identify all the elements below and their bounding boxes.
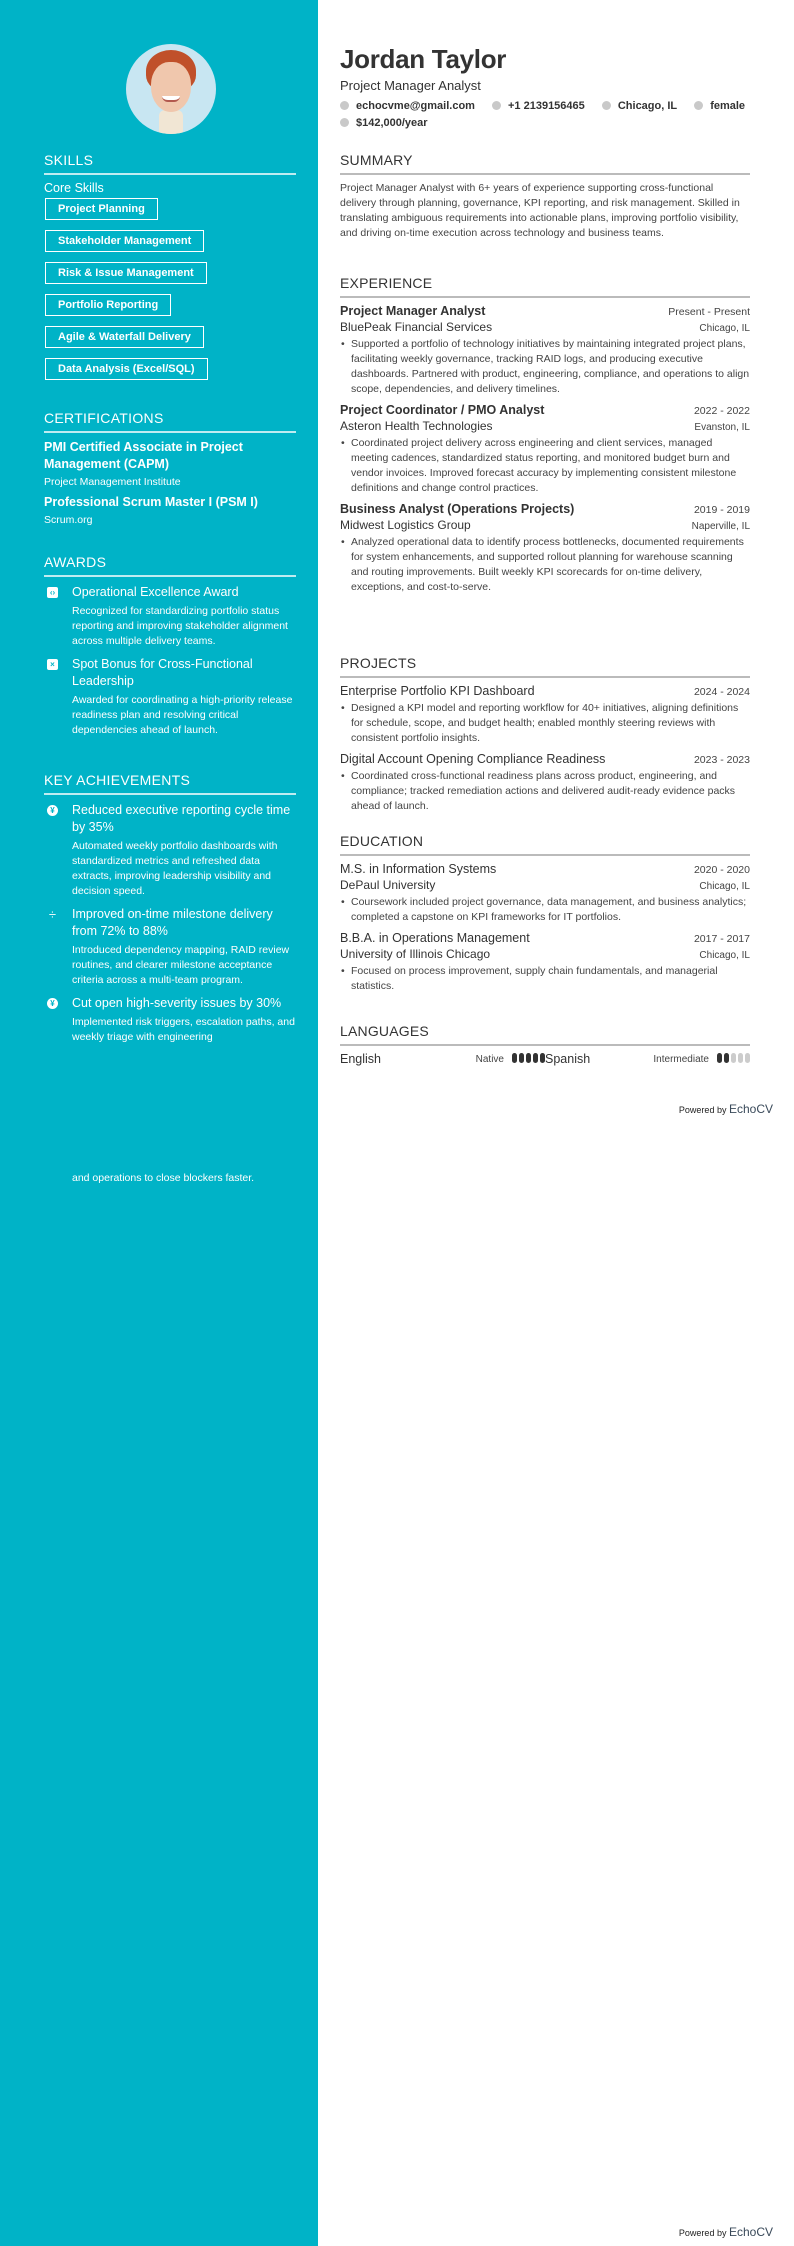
achievement-item <box>44 802 296 899</box>
summary-text: Project Manager Analyst with 6+ years of experience supporting cross-functional delivery through planning, governance, KPI reporting, and risk management. Skilled in translating ambiguous requirements into actionable plans, improving portfolio visibility, and driving on-time execution across technology and business teams. <box>340 182 740 239</box>
job-bullet: • Coordinated project delivery across engineering and client services, managed meeting cadences, standardized status reporting, and monitored budget burn and vendor invoices. Improved forecast accuracy by implementing consistent milestone definitions and change control practices. <box>340 436 750 496</box>
achievement-title: Reduced executive reporting cycle time by 35% <box>72 803 291 834</box>
project-bullet: • Coordinated cross-functional readiness plans across product, engineering, and compliance; tracked remediation actions and delivered audit-ready evidence packs ahead of launch. <box>340 769 750 814</box>
project-entry <box>340 752 750 814</box>
section-title: CERTIFICATIONS <box>44 410 296 433</box>
project-entry <box>340 684 750 746</box>
candidate-name: Jordan Taylor <box>340 44 507 74</box>
projects-section <box>340 655 750 814</box>
project-dates: 2024 - 2024 <box>693 686 750 698</box>
award-item <box>44 584 296 649</box>
award-title: Spot Bonus for Cross-Functional Leadership <box>72 657 253 688</box>
skill-chip: Agile & Waterfall Delivery <box>45 326 204 348</box>
language-name: Spanish <box>545 1052 591 1066</box>
education-dates: 2017 - 2017 <box>693 933 750 945</box>
education-bullet: • Focused on process improvement, supply chain fundamentals, and managerial statistics. <box>340 964 750 994</box>
skill-group-label: Core Skills <box>44 181 104 195</box>
award-item <box>44 656 296 738</box>
candidate-title: Project Manager Analyst <box>340 78 481 93</box>
achievement-title: Cut open high-severity issues by 30% <box>72 996 282 1010</box>
project-name: Enterprise Portfolio KPI Dashboard <box>340 684 535 698</box>
achievement-description: Introduced dependency mapping, RAID review routines, and clearer milestone acceptance criteria across a multi-team program. <box>72 944 290 986</box>
contact-list <box>340 98 770 132</box>
section-title: SUMMARY <box>340 152 750 175</box>
language-name: English <box>340 1052 381 1066</box>
company: Midwest Logistics Group <box>340 518 471 532</box>
languages-section <box>340 1023 750 1066</box>
sidebar <box>0 0 318 2246</box>
section-title: PROJECTS <box>340 655 750 678</box>
job-dates: Present - Present <box>668 306 750 318</box>
experience-entry <box>340 403 750 496</box>
contact-location: Chicago, IL <box>602 98 677 115</box>
award-description: Awarded for coordinating a high-priority release readiness plan and resolving critical dependencies ahead of launch. <box>72 694 293 736</box>
section-title: EDUCATION <box>340 833 750 856</box>
achievement-description-overflow: and operations to close blockers faster. <box>72 1172 255 1184</box>
avatar <box>126 44 216 134</box>
skills-section <box>44 152 296 390</box>
job-title: Project Manager Analyst <box>340 304 486 318</box>
location-icon <box>602 101 611 110</box>
school-location: Chicago, IL <box>699 950 750 961</box>
phone-icon <box>492 101 501 110</box>
job-title: Project Coordinator / PMO Analyst <box>340 403 545 417</box>
education-bullet: • Coursework included project governance, data management, and business analytics; completed a capstone on KPI frameworks for IT portfolios. <box>340 895 750 925</box>
school-location: Chicago, IL <box>699 881 750 892</box>
achievement-description: Implemented risk triggers, escalation paths, and weekly triage with engineering <box>72 1016 295 1043</box>
education-entry <box>340 931 750 994</box>
section-title: KEY ACHIEVEMENTS <box>44 772 296 795</box>
education-dates: 2020 - 2020 <box>693 864 750 876</box>
profile-header <box>340 44 770 132</box>
job-dates: 2019 - 2019 <box>693 504 750 516</box>
skill-chip: Risk & Issue Management <box>45 262 207 284</box>
proficiency-dots <box>715 1052 750 1066</box>
yen-coin-icon: ¥ <box>47 998 58 1009</box>
code-badge-icon: ‹› <box>47 587 58 598</box>
award-title: Operational Excellence Award <box>72 585 239 599</box>
brand-link[interactable]: EchoCV <box>728 1102 773 1116</box>
proficiency-dots <box>510 1052 545 1066</box>
section-title: EXPERIENCE <box>340 275 750 298</box>
divide-icon: ÷ <box>48 907 57 922</box>
job-location: Chicago, IL <box>699 323 750 334</box>
certifications-section <box>44 410 296 526</box>
achievement-item <box>44 906 296 988</box>
contact-phone: +1 2139156465 <box>492 98 585 115</box>
language-level: Intermediate <box>653 1053 709 1065</box>
education-section <box>340 833 750 994</box>
language-level: Native <box>475 1053 504 1065</box>
awards-section <box>44 554 296 738</box>
skill-chip: Portfolio Reporting <box>45 294 171 316</box>
school: DePaul University <box>340 878 436 892</box>
certification-issuer: Scrum.org <box>44 514 93 526</box>
experience-entry <box>340 502 750 595</box>
experience-entry <box>340 304 750 397</box>
section-title: AWARDS <box>44 554 296 577</box>
company: BluePeak Financial Services <box>340 320 493 334</box>
job-bullet: • Analyzed operational data to identify process bottlenecks, documented requirements for system enhancements, and supported rollout planning for warehouse scanning and routing improvements. Built weekly KPI scorecards for on-time delivery, exceptions, and cost-to-serve. <box>340 535 750 595</box>
achievements-section <box>44 772 296 1045</box>
contact-email: echocvme@gmail.com <box>340 98 475 115</box>
yen-coin-icon: ¥ <box>47 805 58 816</box>
project-dates: 2023 - 2023 <box>693 754 750 766</box>
job-location: Naperville, IL <box>691 521 750 532</box>
project-name: Digital Account Opening Compliance Readiness <box>340 752 606 766</box>
salary-icon <box>340 118 349 127</box>
achievement-item <box>44 995 296 1045</box>
job-title: Business Analyst (Operations Projects) <box>340 502 575 516</box>
section-title: LANGUAGES <box>340 1023 750 1046</box>
job-location: Evanston, IL <box>694 422 750 433</box>
language-item <box>340 1052 545 1066</box>
experience-section <box>340 275 750 595</box>
section-title: SKILLS <box>44 152 296 175</box>
powered-by-footer: Powered by EchoCV <box>678 2225 773 2239</box>
archive-box-icon: × <box>47 659 58 670</box>
certification-name: PMI Certified Associate in Project Management (CAPM) <box>44 440 243 471</box>
project-bullet: • Designed a KPI model and reporting workflow for 40+ initiatives, aligning definitions for schedule, scope, and budget health; enabled monthly steering reviews with consistent portfolio insights. <box>340 701 750 746</box>
contact-gender: female <box>694 98 745 115</box>
language-item <box>545 1052 750 1066</box>
company: Asteron Health Technologies <box>340 419 493 433</box>
award-description: Recognized for standardizing portfolio status reporting and improving stakeholder alignment across multiple delivery teams. <box>72 605 288 647</box>
person-icon <box>694 101 703 110</box>
job-dates: 2022 - 2022 <box>693 405 750 417</box>
summary-section <box>340 152 750 241</box>
email-icon <box>340 101 349 110</box>
skill-chip: Stakeholder Management <box>45 230 204 252</box>
skill-chip: Data Analysis (Excel/SQL) <box>45 358 208 380</box>
achievement-description: Automated weekly portfolio dashboards with standardized metrics and refreshed data extracts, improving leadership visibility and decision speed. <box>72 840 278 897</box>
education-entry <box>340 862 750 925</box>
school: University of Illinois Chicago <box>340 947 491 961</box>
certification-issuer: Project Management Institute <box>44 476 181 488</box>
degree: B.B.A. in Operations Management <box>340 931 530 945</box>
contact-salary: $142,000/year <box>340 115 428 132</box>
certification-name: Professional Scrum Master I (PSM I) <box>44 495 258 509</box>
degree: M.S. in Information Systems <box>340 862 497 876</box>
job-bullet: • Supported a portfolio of technology initiatives by maintaining integrated project plans, facilitating weekly governance, tracking RAID logs, and producing executive dashboards. Partnered with product, engineering, compliance, and operations to align scope, dependencies, and delivery timelines. <box>340 337 750 397</box>
powered-by-footer: Powered by EchoCV <box>678 1102 773 1116</box>
main-content <box>318 0 794 2246</box>
brand-link[interactable]: EchoCV <box>728 2225 773 2239</box>
skill-chip: Project Planning <box>45 198 158 220</box>
achievement-title: Improved on-time milestone delivery from 72% to 88% <box>72 907 273 938</box>
